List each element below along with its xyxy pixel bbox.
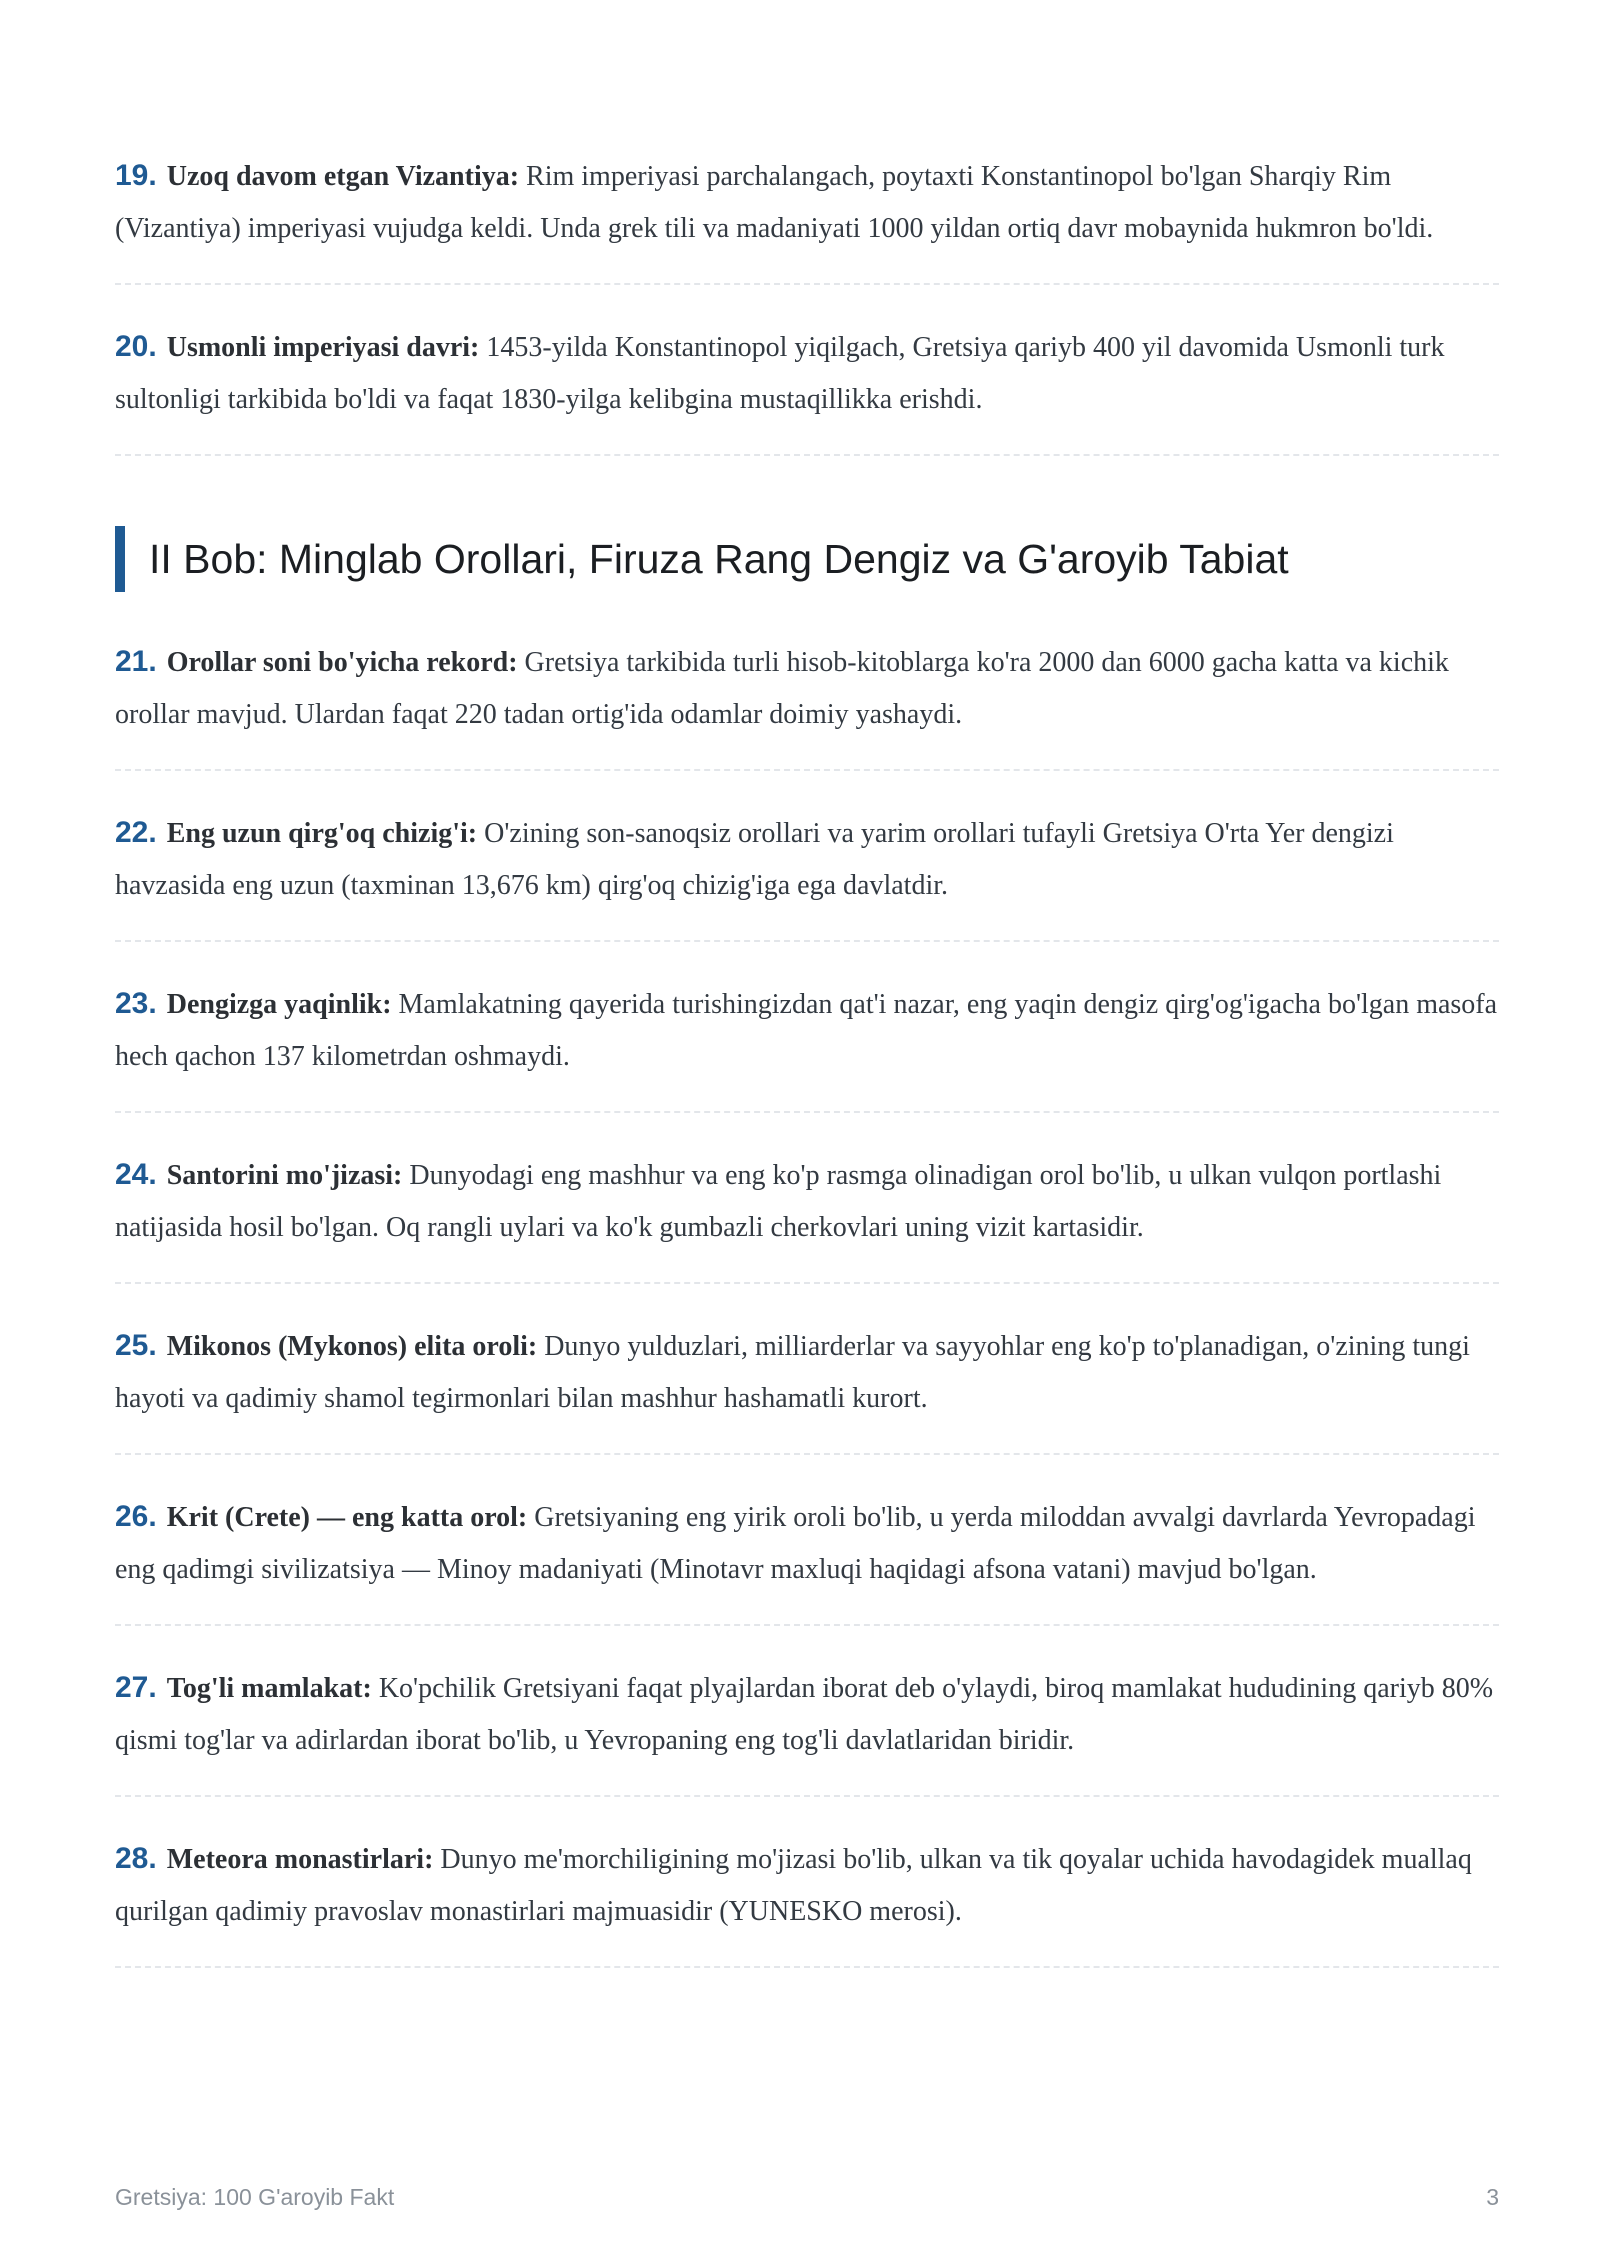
footer-document-title: Gretsiya: 100 G'aroyib Fakt [115,2184,395,2210]
fact-text: Dunyodagi eng mashhur va eng ko'p rasmga olinadigan orol bo'lib, u ulkan vulqon portlashi natijasida hosil bo'lgan. Oq rangli uylari va ko'k gumbazli cherkovlari uning vizit kartasidir. [115,1160,1442,1243]
fact-item [115,807,1499,942]
fact-paragraph [115,636,1499,741]
fact-number: 21. [115,645,157,678]
fact-title: Dengizga yaqinlik: [166,989,392,1020]
fact-paragraph [115,807,1499,912]
fact-number: 19. [115,159,157,192]
fact-paragraph [115,978,1499,1083]
page-content [115,150,1499,2004]
chapter-accent-bar [115,526,125,592]
fact-item [115,636,1499,771]
fact-paragraph [115,1833,1499,1938]
fact-item [115,321,1499,456]
footer-page-number: 3 [1486,2184,1499,2210]
fact-text: Dunyo me'morchiligining mo'jizasi bo'lib, ulkan va tik qoyalar uchida havodagidek muallaq qurilgan qadimiy pravoslav monastirlari majmuasidir (YUNESKO merosi). [115,1844,1472,1927]
fact-text: Gretsiyaning eng yirik oroli bo'lib, u yerda miloddan avvalgi davrlarda Yevropadagi eng qadimgi sivilizatsiya — Minoy madaniyati (Minotavr maxluqi haqidagi afsona vatani) mavjud bo'lgan. [115,1502,1476,1585]
fact-item [115,1149,1499,1284]
fact-number: 28. [115,1842,157,1875]
fact-paragraph [115,1491,1499,1596]
fact-paragraph [115,150,1499,255]
fact-paragraph [115,1662,1499,1767]
fact-title: Usmonli imperiyasi davri: [166,332,480,363]
chapter-heading [115,526,1499,592]
fact-number: 26. [115,1500,157,1533]
page-footer [115,2184,1499,2211]
fact-text: O'zining son-sanoqsiz orollari va yarim orollari tufayli Gretsiya O'rta Yer dengizi havzasida eng uzun (taxminan 13,676 km) qirg'oq chizig'iga ega davlatdir. [115,818,1394,901]
fact-text: Gretsiya tarkibida turli hisob-kitoblarga ko'ra 2000 dan 6000 gacha katta va kichik orollar mavjud. Ulardan faqat 220 tadan ortig'ida odamlar doimiy yashaydi. [115,647,1449,730]
fact-title: Tog'li mamlakat: [166,1673,372,1704]
fact-item [115,1320,1499,1455]
fact-title: Orollar soni bo'yicha rekord: [166,647,518,678]
fact-item [115,1833,1499,1968]
chapter-title: II Bob: Minglab Orollari, Firuza Rang Dengiz va G'aroyib Tabiat [149,535,1289,582]
fact-title: Uzoq davom etgan Vizantiya: [166,161,520,192]
fact-paragraph [115,321,1499,426]
fact-text: 1453-yilda Konstantinopol yiqilgach, Gretsiya qariyb 400 yil davomida Usmonli turk sultonligi tarkibida bo'ldi va faqat 1830-yilga kelibgina mustaqillikka erishdi. [115,332,1445,415]
fact-number: 25. [115,1329,157,1362]
fact-title: Santorini mo'jizasi: [166,1160,403,1191]
fact-paragraph [115,1149,1499,1254]
fact-text: Ko'pchilik Gretsiyani faqat plyajlardan iborat deb o'ylaydi, biroq mamlakat hududining qariyb 80% qismi tog'lar va adirlardan iborat bo'lib, u Yevropaning eng tog'li davlatlaridan biridir. [115,1673,1494,1756]
fact-title: Meteora monastirlari: [166,1844,434,1875]
fact-number: 20. [115,330,157,363]
fact-title: Eng uzun qirg'oq chizig'i: [166,818,478,849]
fact-item [115,1662,1499,1797]
fact-text: Dunyo yulduzlari, milliarderlar va sayyohlar eng ko'p to'planadigan, o'zining tungi hayoti va qadimiy shamol tegirmonlari bilan mashhur hashamatli kurort. [115,1331,1470,1414]
fact-number: 27. [115,1671,157,1704]
fact-number: 24. [115,1158,157,1191]
fact-title: Krit (Crete) — eng katta orol: [166,1502,528,1533]
fact-item [115,150,1499,285]
fact-item [115,1491,1499,1626]
fact-title: Mikonos (Mykonos) elita oroli: [166,1331,538,1362]
fact-text: Rim imperiyasi parchalangach, poytaxti Konstantinopol bo'lgan Sharqiy Rim (Vizantiya) imperiyasi vujudga keldi. Unda grek tili va madaniyati 1000 yildan ortiq davr mobaynida hukmron bo'ldi. [115,161,1434,244]
fact-item [115,978,1499,1113]
fact-number: 23. [115,987,157,1020]
fact-number: 22. [115,816,157,849]
fact-paragraph [115,1320,1499,1425]
fact-text: Mamlakatning qayerida turishingizdan qat'i nazar, eng yaqin dengiz qirg'og'igacha bo'lgan masofa hech qachon 137 kilometrdan oshmaydi. [115,989,1498,1072]
